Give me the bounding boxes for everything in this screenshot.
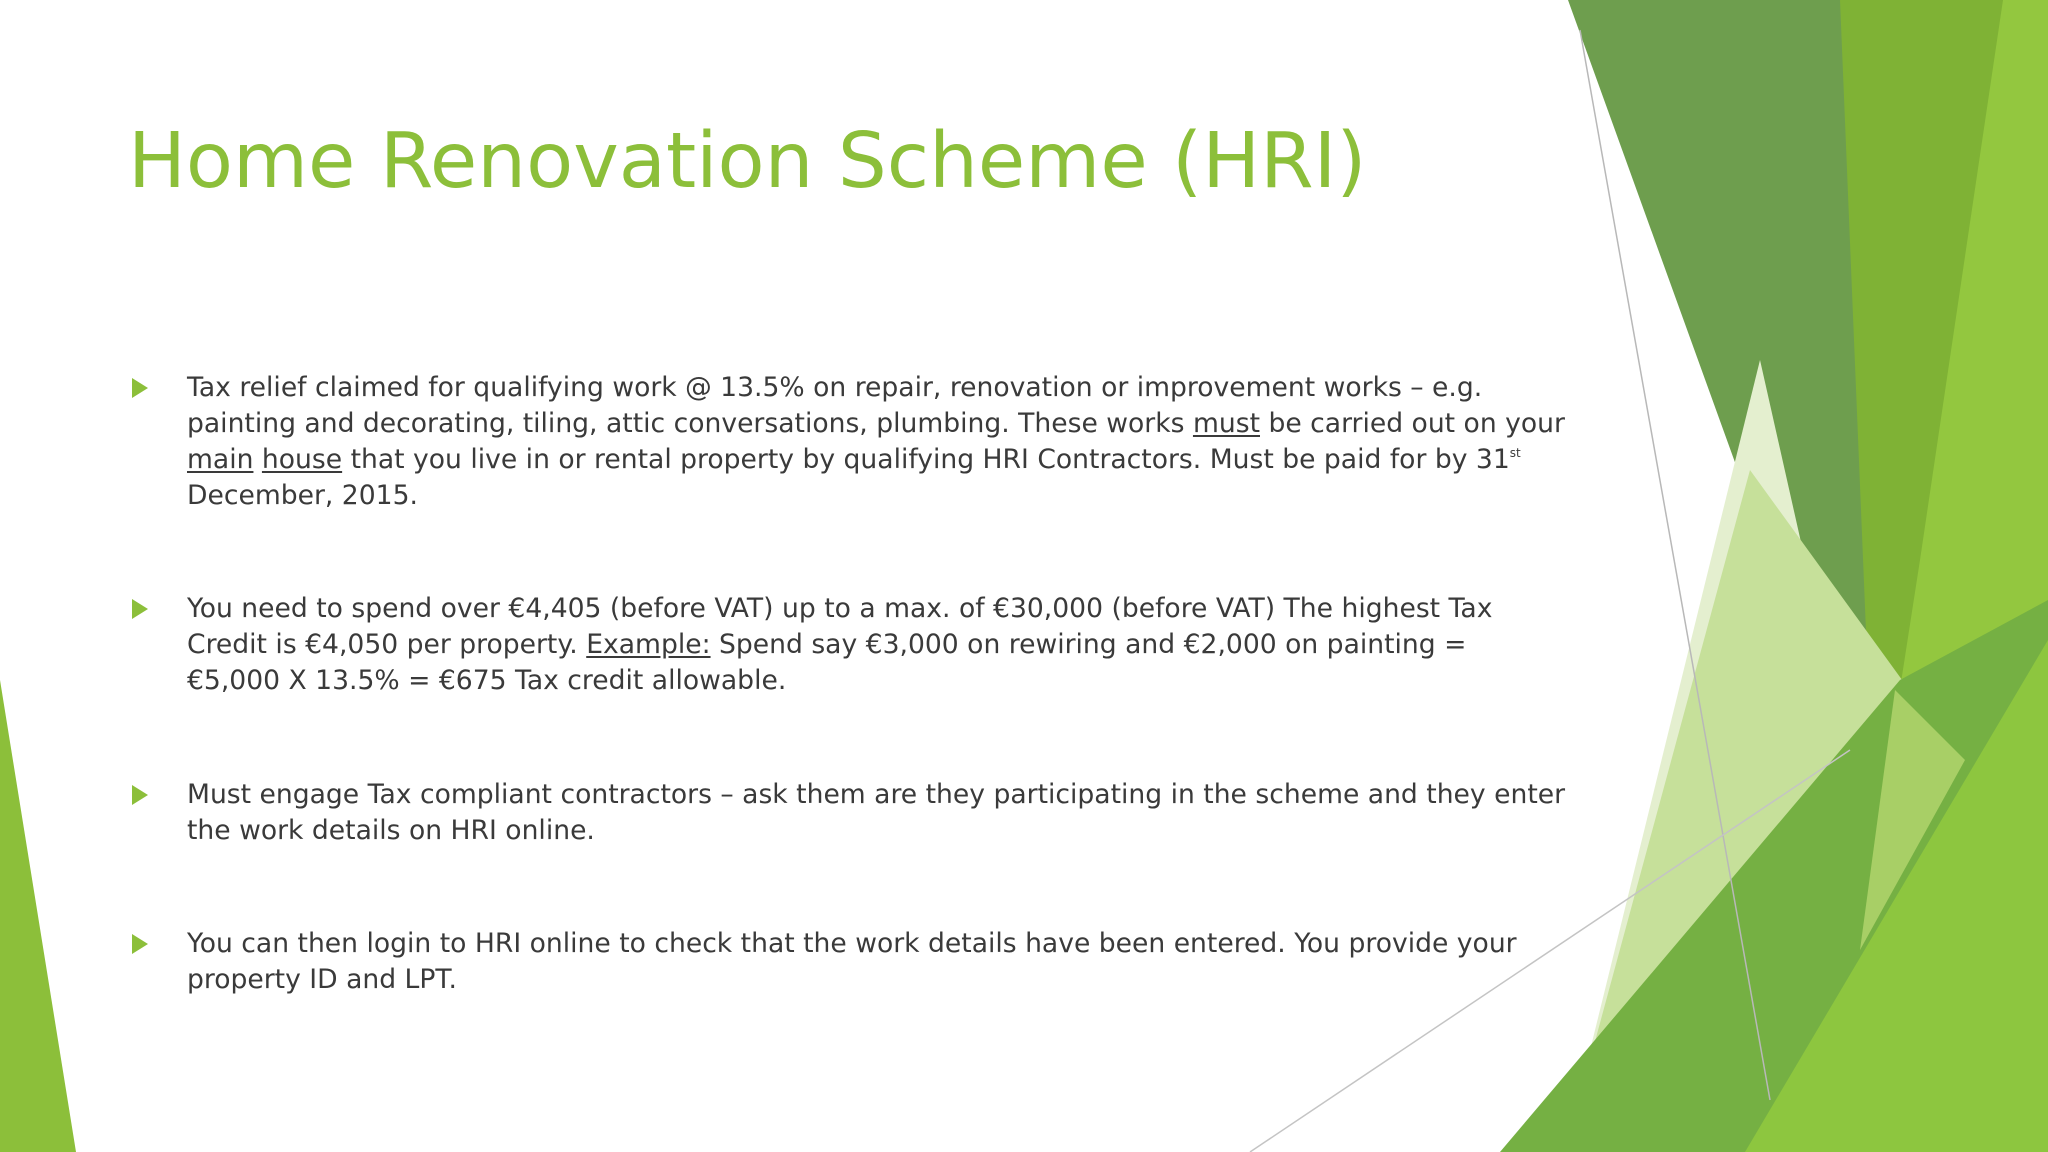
triangle-right-icon (132, 378, 148, 398)
bullet-text-1: Tax relief claimed for qualifying work @ 13.5% on repair, renovation or improvement works – e.g. painting and decorating, tiling, attic conversations, plumbing. These works must be carried out on your main house that you live in or rental property by qualifying HRI Contractors. Must be paid for by 31st December, 2015. (187, 372, 1565, 511)
bullet-text-2: You need to spend over €4,405 (before VAT) up to a max. of €30,000 (before VAT) The highest Tax Credit is €4,050 per property. Example: Spend say €3,000 on rewiring and €2,000 on painting = €5,000 X 13.5% = €675 Tax credit allowable. (187, 593, 1493, 696)
left-green-sliver (0, 680, 76, 1152)
triangle-right-icon (132, 934, 148, 954)
slide-title: Home Renovation Scheme (HRI) (128, 117, 1367, 206)
bullet-text-3: Must engage Tax compliant contractors – ask them are they participating in the scheme and they enter the work details on HRI online. (187, 779, 1566, 846)
triangle-right-icon (132, 599, 148, 619)
bullet-text-4: You can then login to HRI online to check that the work details have been entered. You provide your property ID and LPT. (187, 928, 1517, 995)
triangle-right-icon (132, 785, 148, 805)
